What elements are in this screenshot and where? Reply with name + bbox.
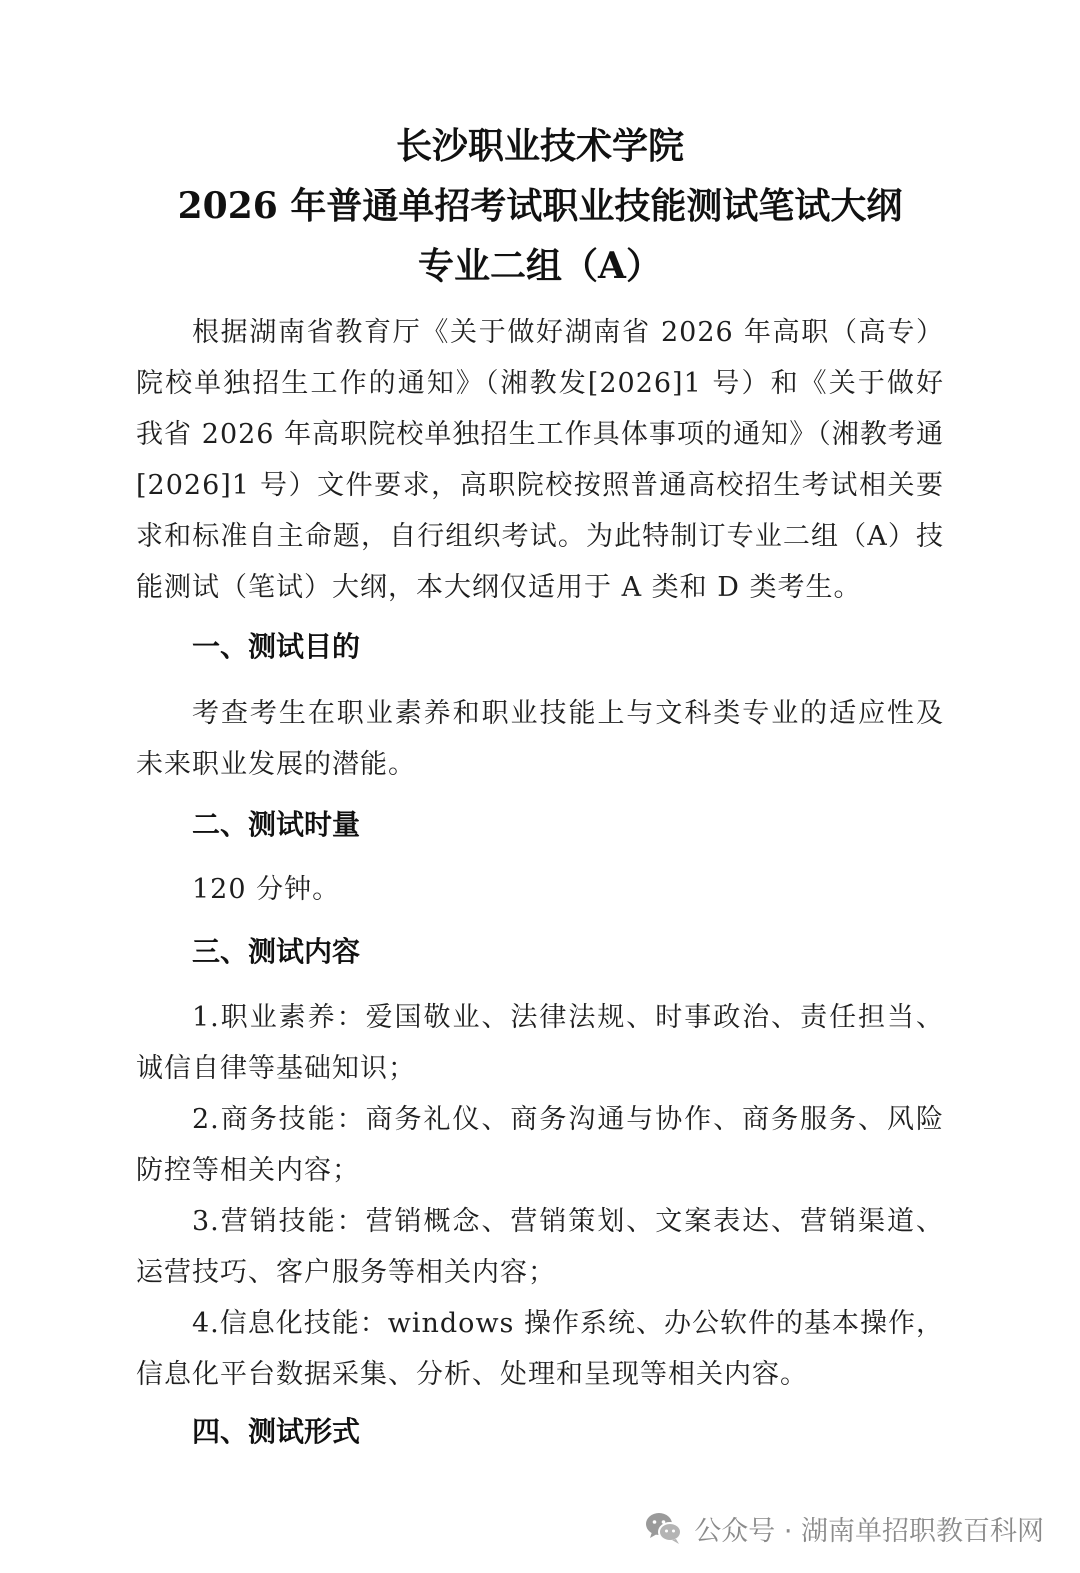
document-title-school: 长沙职业技术学院 [395, 125, 684, 167]
section-heading-purpose: 一、测试目的 [192, 630, 361, 663]
content-item: 1.职业素养：爱国敬业、法律法规、时事政治、责任担当、诚信自律等基础知识； [136, 1002, 944, 1084]
watermark [644, 1506, 1044, 1550]
content-item: 3.营销技能：营销概念、营销策划、文案表达、营销渠道、运营技巧、客户服务等相关内容； [136, 1206, 944, 1288]
section-heading-format: 四、测试形式 [192, 1415, 361, 1448]
intro-paragraph: 根据湖南省教育厅《关于做好湖南省 2026 年高职（高专）院校单独招生工作的通知》（湘教发[2026]1 号）和《关于做好我省 2026 年高职院校单独招生工作具体事项的通知》（湘教考通[2026]1 号）文件要求，高职院校按照普通高校招生考试相关要求和标准自主命题，自行组织考试。为此特制订专业二组（A）技能测试（笔试）大纲，本大纲仅适用于 A 类和 D 类考生。 [136, 317, 944, 603]
section-purpose-text: 考查考生在职业素养和职业技能上与文科类专业的适应性及未来职业发展的潜能。 [136, 698, 944, 780]
wechat-icon [644, 1510, 684, 1546]
section-heading-content: 三、测试内容 [192, 935, 361, 968]
section-duration-block [136, 864, 944, 915]
content-item: 2.商务技能：商务礼仪、商务沟通与协作、商务服务、风险防控等相关内容； [136, 1104, 944, 1186]
watermark-text: 公众号 · 湖南单招职教百科网 [694, 1515, 1044, 1547]
section-heading-duration: 二、测试时量 [192, 808, 361, 841]
content-item: 4.信息化技能：windows 操作系统、办公软件的基本操作，信息化平台数据采集、分析、处理和呈现等相关内容。 [136, 1308, 944, 1390]
section-content-block [136, 992, 944, 1400]
section-purpose-block [136, 688, 944, 790]
document-title-exam: 2026 年普通单招考试职业技能测试笔试大纲 [177, 185, 903, 227]
section-duration-text: 120 分钟。 [192, 874, 341, 905]
intro-block [136, 307, 944, 613]
document-title-group: 专业二组（A） [418, 245, 662, 287]
